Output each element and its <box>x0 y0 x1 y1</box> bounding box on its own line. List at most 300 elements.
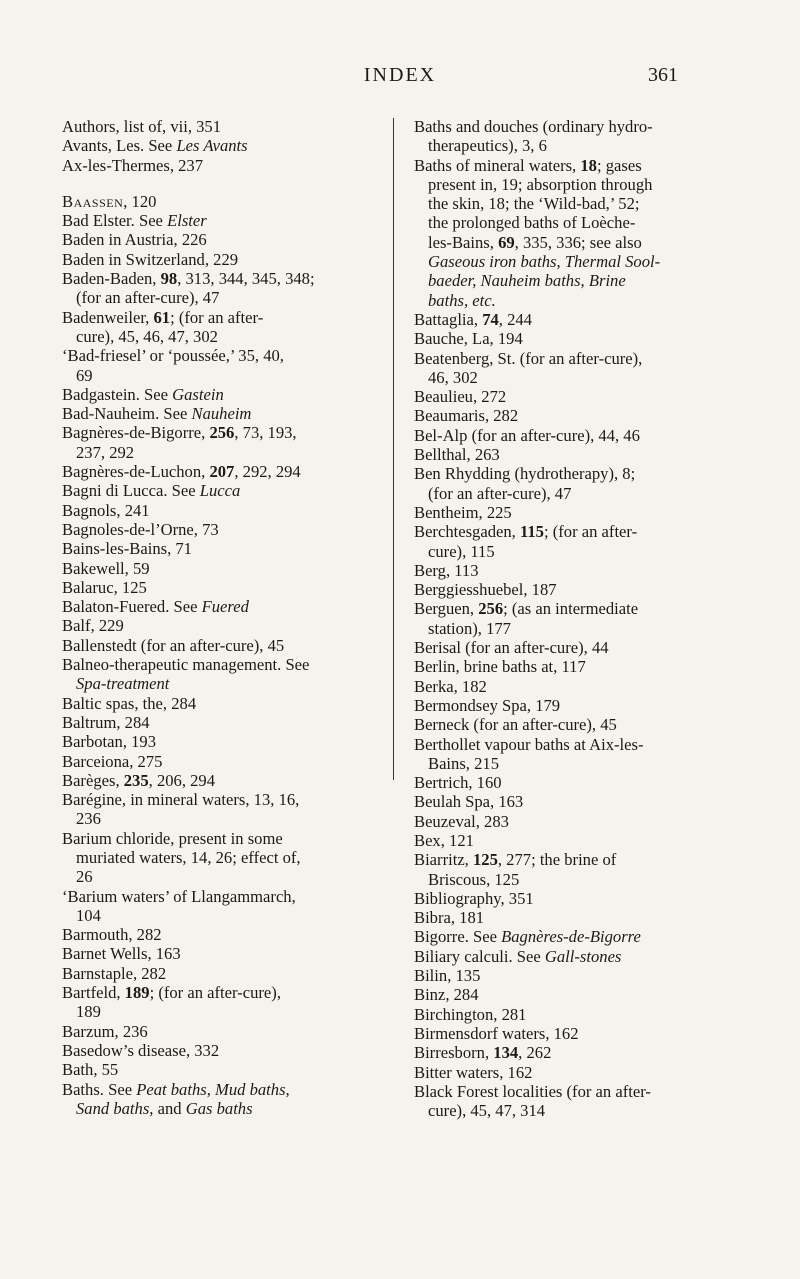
index-entry-beaulieu <box>414 387 728 406</box>
entry-continuation-line <box>414 368 728 387</box>
entry-heading-line <box>62 385 378 404</box>
index-entry-balf <box>62 616 378 635</box>
entry-heading-line <box>414 735 728 754</box>
entry-heading-line <box>414 831 728 850</box>
index-entry-bagneres-de-bigorre <box>62 423 378 462</box>
index-entry-barbotan <box>62 732 378 751</box>
principal-page-ref: 256 <box>209 423 235 443</box>
principal-page-ref: 18 <box>580 155 597 175</box>
entry-heading-line <box>62 713 378 732</box>
entry-text: Biarritz, <box>414 850 473 870</box>
entry-continuation-line <box>414 252 728 271</box>
entry-text: Barnet Wells, 163 <box>62 944 181 964</box>
principal-page-ref: 134 <box>493 1043 519 1063</box>
cross-reference: Sand baths, <box>76 1098 154 1118</box>
entry-heading-line <box>62 462 378 481</box>
entry-heading-line <box>62 192 378 211</box>
entry-heading-line <box>62 944 378 963</box>
entry-heading-line <box>62 539 378 558</box>
entry-continuation-line <box>414 175 728 194</box>
entry-heading-line <box>414 464 728 483</box>
index-entry-berg <box>414 561 728 580</box>
entry-text: , 292, 294 <box>234 462 301 482</box>
entry-continuation-line <box>62 366 378 385</box>
index-entry-ben-rhydding <box>414 464 728 503</box>
entry-heading-line <box>414 638 728 657</box>
index-entry-barzum <box>62 1022 378 1041</box>
entry-heading-line <box>414 445 728 464</box>
entry-heading-line <box>414 426 728 445</box>
index-entry-balaton-fuered <box>62 597 378 616</box>
entry-heading-line <box>62 1060 378 1079</box>
entry-heading-line <box>62 732 378 751</box>
entry-continuation-line <box>414 1101 728 1120</box>
index-entry-berka <box>414 677 728 696</box>
entry-heading-line <box>414 599 728 618</box>
entry-text: , 73, 193, <box>234 423 297 443</box>
entry-text: ; (for an after- <box>543 522 638 542</box>
entry-text: Baltrum, 284 <box>62 712 150 732</box>
index-entry-balneo-therapeutic <box>62 655 378 694</box>
entry-heading-line <box>62 597 378 616</box>
index-entry-barnstaple <box>62 964 378 983</box>
entry-heading-line <box>62 559 378 578</box>
index-entry-bains-les-bains <box>62 539 378 558</box>
entry-heading-line <box>62 481 378 500</box>
index-entry-berggiesshuebel <box>414 580 728 599</box>
index-entry-bigorre <box>414 927 728 946</box>
entry-heading-line <box>62 636 378 655</box>
column-divider <box>393 118 394 780</box>
cross-reference: Lucca <box>199 481 241 501</box>
index-entry-baden-baden <box>62 269 378 308</box>
entry-text: Beatenberg, St. (for an after-cure), <box>414 348 643 368</box>
entry-continuation-line <box>414 619 728 638</box>
entry-text: Baltic spas, the, 284 <box>62 693 197 713</box>
entry-heading-line <box>414 812 728 831</box>
entry-text: the skin, 18; the ‘Wild-bad,’ 52; <box>428 194 640 214</box>
entry-continuation-line <box>414 754 728 773</box>
index-entry-berisal <box>414 638 728 657</box>
entry-text: Berneck (for an after-cure), 45 <box>414 715 617 735</box>
entry-heading-line <box>62 1041 378 1060</box>
entry-text: Bitter waters, 162 <box>414 1062 533 1082</box>
index-entry-bad-nauheim <box>62 404 378 423</box>
running-head <box>0 64 800 94</box>
entry-text: Bauche, La, 194 <box>414 329 523 349</box>
index-entry-bad-elster <box>62 211 378 230</box>
entry-heading-line <box>414 580 728 599</box>
entry-text: Authors, list of, vii, 351 <box>62 117 222 136</box>
cross-reference: Gaseous iron baths, Thermal Sool- <box>428 252 661 272</box>
entry-text: Berisal (for an after-cure), 44 <box>414 638 609 658</box>
entry-continuation-line <box>414 213 728 232</box>
entry-text: Badenweiler, <box>62 307 154 327</box>
entry-text: Bath, 55 <box>62 1060 119 1080</box>
entry-heading-line <box>62 790 378 809</box>
entry-continuation-line <box>414 233 728 252</box>
entry-heading-line <box>414 773 728 792</box>
index-entry-bel-alp <box>414 426 728 445</box>
entry-text: Barèges, <box>62 770 124 790</box>
entry-text: Baden-Baden, <box>62 269 161 289</box>
entry-continuation-line <box>414 136 728 155</box>
entry-text: Ax-les-Thermes, 237 <box>62 155 204 175</box>
index-entry-beuzeval <box>414 812 728 831</box>
cross-reference: Spa-treatment <box>76 674 170 694</box>
entry-heading-line <box>414 927 728 946</box>
entry-text: Balaruc, 125 <box>62 577 147 597</box>
index-entry-bauche <box>414 329 728 348</box>
entry-text: Bermondsey Spa, 179 <box>414 695 561 715</box>
index-entry-barium-waters <box>62 887 378 926</box>
index-entry-barcelona <box>62 752 378 771</box>
index-entry-basedows-disease <box>62 1041 378 1060</box>
index-entry-beatenberg <box>414 349 728 388</box>
entry-text: , 313, 344, 345, 348; <box>177 269 315 289</box>
index-entry-bermondsey-spa <box>414 696 728 715</box>
entry-text: ; (for an after- <box>170 307 264 327</box>
entry-heading-line <box>62 136 378 155</box>
entry-text: Bagnères-de-Luchon, <box>62 462 210 482</box>
cross-reference: Gastein <box>172 384 224 404</box>
index-entry-beaumaris <box>414 406 728 425</box>
entry-text: ; (as an intermediate <box>503 599 639 619</box>
page-title: INDEX <box>363 64 437 86</box>
entry-text: , 206, 294 <box>148 770 216 790</box>
index-entry-battaglia <box>414 310 728 329</box>
entry-continuation-line <box>62 327 378 346</box>
entry-heading-line <box>62 771 378 790</box>
entry-text: Ben Rhydding (hydrotherapy), 8; <box>414 464 636 484</box>
entry-text: 69 <box>76 365 93 385</box>
cross-reference: Fuered <box>201 597 249 617</box>
entry-heading-line <box>414 117 728 136</box>
entry-text: present in, 19; absorption through <box>428 174 653 194</box>
index-entry-balaruc <box>62 578 378 597</box>
principal-page-ref: 189 <box>124 983 150 1003</box>
entry-continuation-line <box>414 870 728 889</box>
entry-continuation-line <box>62 288 378 307</box>
entry-text: and <box>153 1098 186 1118</box>
entry-heading-line <box>62 269 378 288</box>
index-entry-badenweiler <box>62 308 378 347</box>
entry-text: ‘Bad-friesel’ or ‘poussée,’ 35, 40, <box>62 346 284 366</box>
entry-text: Baths and douches (ordinary hydro- <box>414 117 653 136</box>
entry-text: Beaumaris, 282 <box>414 406 519 426</box>
entry-text: Berchtesgaden, <box>414 522 520 542</box>
entry-text: Binz, 284 <box>414 985 479 1005</box>
entry-heading-line <box>62 925 378 944</box>
entry-text: Berg, 113 <box>414 560 479 580</box>
entry-heading-line <box>414 792 728 811</box>
entry-heading-line <box>62 250 378 269</box>
index-entry-bertrich <box>414 773 728 792</box>
index-entry-bilin <box>414 966 728 985</box>
entry-text: (for an after-cure), 47 <box>428 483 572 503</box>
entry-heading-line <box>62 964 378 983</box>
index-entry-birmensdorf <box>414 1024 728 1043</box>
entry-heading-line <box>62 655 378 674</box>
index-entry-baths-and-douches <box>414 117 728 156</box>
entry-text: 104 <box>76 905 101 925</box>
entry-text: Basedow’s disease, 332 <box>62 1040 220 1060</box>
entry-text: Bakewell, 59 <box>62 558 150 578</box>
index-entry-baregine <box>62 790 378 829</box>
index-entry-baassen <box>62 192 378 211</box>
entry-text: Bagni di Lucca. See <box>62 481 200 501</box>
entry-text: Beaulieu, 272 <box>414 387 507 407</box>
entry-text: Birmensdorf waters, 162 <box>414 1023 579 1043</box>
cross-reference: Gall-stones <box>544 946 622 966</box>
index-entry-berguen <box>414 599 728 638</box>
index-column-right <box>414 117 728 1120</box>
entry-heading-line <box>62 501 378 520</box>
index-entry-bitter-waters <box>414 1063 728 1082</box>
entry-text: , 262 <box>518 1043 552 1063</box>
entry-text: Beulah Spa, 163 <box>414 792 524 812</box>
entry-text: muriated waters, 14, 26; effect of, <box>76 847 301 867</box>
index-entry-baths-of-mineral-waters <box>414 156 728 310</box>
entry-heading-line <box>414 522 728 541</box>
entry-heading-line <box>414 310 728 329</box>
index-entry-bad-friesel <box>62 346 378 385</box>
entry-heading-line <box>414 561 728 580</box>
index-entry-avants <box>62 136 378 155</box>
entry-text: (for an after-cure), 47 <box>76 288 220 308</box>
entry-text: Barzum, 236 <box>62 1021 148 1041</box>
index-entry-birresborn <box>414 1043 728 1062</box>
entry-text: Barnstaple, 282 <box>62 963 167 983</box>
entry-continuation-line <box>414 271 728 290</box>
entry-heading-line <box>414 1063 728 1082</box>
cross-reference: baths, etc. <box>428 290 496 310</box>
entry-text: therapeutics), 3, 6 <box>428 136 547 156</box>
entry-continuation-line <box>414 194 728 213</box>
entry-heading-line <box>62 423 378 442</box>
index-entry-bakewell <box>62 559 378 578</box>
entry-text: Barmouth, 282 <box>62 925 162 945</box>
principal-page-ref: 125 <box>472 850 498 870</box>
entry-text: 236 <box>76 809 101 829</box>
entry-heading-line <box>62 1022 378 1041</box>
entry-text: Ballenstedt (for an after-cure), 45 <box>62 635 285 655</box>
index-entry-bagneres-de-luchon <box>62 462 378 481</box>
entry-text: Avants, Les. See <box>62 136 177 156</box>
entry-text: Balf, 229 <box>62 616 124 636</box>
entry-heading-line <box>414 1082 728 1101</box>
entry-text: Barceiona, 275 <box>62 751 163 771</box>
entry-text: 189 <box>76 1002 101 1022</box>
index-entry-barnet-wells <box>62 944 378 963</box>
entry-heading-line <box>62 404 378 423</box>
entry-continuation-line <box>62 848 378 867</box>
index-entry-bibra <box>414 908 728 927</box>
index-entry-binz <box>414 985 728 1004</box>
index-entry-bex <box>414 831 728 850</box>
index-entry-bareges <box>62 771 378 790</box>
entry-text: 26 <box>76 867 93 887</box>
cross-reference: Peat baths, Mud baths, <box>136 1079 290 1099</box>
index-entry-bath <box>62 1060 378 1079</box>
index-entry-ax-les-thermes <box>62 156 378 175</box>
entry-text: Berguen, <box>414 599 479 619</box>
entry-heading-line <box>62 520 378 539</box>
entry-heading-line <box>414 908 728 927</box>
entry-heading-line <box>414 329 728 348</box>
entry-text: Bertrich, 160 <box>414 773 502 793</box>
entry-heading-line <box>62 887 378 906</box>
entry-text: station), 177 <box>428 618 511 638</box>
entry-text: Bagnols, 241 <box>62 500 150 520</box>
principal-page-ref: 235 <box>123 770 149 790</box>
entry-text: ; (for an after-cure), <box>149 983 281 1003</box>
entry-continuation-line <box>62 443 378 462</box>
entry-continuation-line <box>62 1099 378 1118</box>
index-entry-bagnols <box>62 501 378 520</box>
cross-reference: baeder, Nauheim baths, Brine <box>428 271 626 291</box>
entry-heading-line <box>414 1005 728 1024</box>
index-entry-beulah-spa <box>414 792 728 811</box>
entry-text: ‘Barium waters’ of Llangammarch, <box>62 886 296 906</box>
entry-text: 237, 292 <box>76 442 135 462</box>
entry-text: , 120 <box>123 191 157 211</box>
entry-text: Balneo-therapeutic management. See <box>62 655 310 675</box>
entry-heading-line <box>62 230 378 249</box>
entry-heading-line <box>62 983 378 1002</box>
index-entry-baltic-spas <box>62 694 378 713</box>
entry-text: Bains, 215 <box>428 753 499 773</box>
cross-reference: Bagnères-de-Bigorre <box>501 927 641 947</box>
entry-heading-line <box>414 947 728 966</box>
entry-text: Bel-Alp (for an after-cure), 44, 46 <box>414 425 640 445</box>
entry-continuation-line <box>62 1002 378 1021</box>
letter-group-gap <box>62 175 378 192</box>
entry-text: Bains-les-Bains, 71 <box>62 539 192 559</box>
cross-reference: Elster <box>167 211 207 231</box>
entry-heading-line <box>62 211 378 230</box>
entry-text: Berka, 182 <box>414 676 487 696</box>
entry-heading-line <box>414 715 728 734</box>
principal-page-ref: 69 <box>498 232 515 252</box>
index-entry-birchington <box>414 1005 728 1024</box>
entry-text: Bartfeld, <box>62 983 125 1003</box>
principal-page-ref: 98 <box>160 269 178 289</box>
entry-text: Baden in Switzerland, 229 <box>62 249 239 269</box>
entry-text: Birresborn, <box>414 1043 494 1063</box>
entry-continuation-line <box>414 542 728 561</box>
entry-text: the prolonged baths of Loèche- <box>428 213 636 233</box>
index-entry-baths <box>62 1080 378 1119</box>
index-entry-biarritz <box>414 850 728 889</box>
entry-heading-line <box>414 156 728 175</box>
index-entry-barmouth <box>62 925 378 944</box>
entry-heading-line <box>414 985 728 1004</box>
entry-text: Bibliography, 351 <box>414 888 534 908</box>
index-entry-baden-austria <box>62 230 378 249</box>
entry-text: Barégine, in mineral waters, 13, 16, <box>62 790 300 810</box>
entry-text: Balaton-Fuered. See <box>62 597 202 617</box>
entry-heading-line <box>414 966 728 985</box>
index-entry-bibliography <box>414 889 728 908</box>
entry-heading-line <box>62 308 378 327</box>
index-column-left <box>62 117 378 1118</box>
entry-text: 46, 302 <box>428 367 478 387</box>
entry-text: Biliary calculi. See <box>414 946 545 966</box>
principal-page-ref: 207 <box>209 462 235 482</box>
entry-text: Bellthal, 263 <box>414 445 500 465</box>
index-entry-bellthal <box>414 445 728 464</box>
entry-heading-line <box>414 657 728 676</box>
index-entry-berlin <box>414 657 728 676</box>
entry-heading-line <box>414 850 728 869</box>
index-entry-berchtesgaden <box>414 522 728 561</box>
entry-heading-line <box>62 346 378 365</box>
entry-text: Briscous, 125 <box>428 869 520 889</box>
index-entry-bentheim <box>414 503 728 522</box>
entry-text: cure), 45, 47, 314 <box>428 1101 546 1121</box>
entry-text: , 244 <box>498 309 532 329</box>
entry-heading-line <box>414 889 728 908</box>
principal-page-ref: 115 <box>519 522 544 542</box>
index-entry-baden-switzerland <box>62 250 378 269</box>
principal-page-ref: 61 <box>153 307 171 327</box>
index-entry-berthollet <box>414 735 728 774</box>
index-entry-ballenstedt <box>62 636 378 655</box>
entry-text: Bagnères-de-Bigorre, <box>62 423 210 443</box>
entry-heading-line <box>62 1080 378 1099</box>
principal-page-ref: 74 <box>482 309 499 329</box>
entry-text: Barbotan, 193 <box>62 732 157 752</box>
entry-text: Beuzeval, 283 <box>414 811 509 831</box>
entry-heading-line <box>62 578 378 597</box>
entry-text: Barium chloride, present in some <box>62 828 283 848</box>
entry-text: Bentheim, 225 <box>414 502 512 522</box>
entry-heading-line <box>62 752 378 771</box>
entry-continuation-line <box>414 291 728 310</box>
entry-text: Bagnoles-de-l’Orne, 73 <box>62 519 219 539</box>
entry-text: , 277; the brine of <box>497 850 617 870</box>
page-number: 361 <box>648 64 678 86</box>
entry-text: cure), 115 <box>428 541 495 561</box>
entry-text: Berlin, brine baths at, 117 <box>414 657 586 677</box>
entry-text: Berggiesshuebel, 187 <box>414 580 557 600</box>
index-entry-berneck <box>414 715 728 734</box>
entry-heading-line <box>414 387 728 406</box>
entry-continuation-line <box>414 484 728 503</box>
entry-continuation-line <box>62 809 378 828</box>
cross-reference: Les Avants <box>176 136 248 156</box>
entry-text: Battaglia, <box>414 309 483 329</box>
entry-heading-line <box>414 503 728 522</box>
entry-continuation-line <box>62 867 378 886</box>
entry-text: Bilin, 135 <box>414 966 481 986</box>
entry-heading-line <box>414 1024 728 1043</box>
index-entry-barium-chloride <box>62 829 378 887</box>
entry-heading-line <box>414 696 728 715</box>
entry-text: Black Forest localities (for an after- <box>414 1081 651 1101</box>
entry-heading-line <box>414 1043 728 1062</box>
entry-text: Bad Elster. See <box>62 211 168 231</box>
entry-text: Baths of mineral waters, <box>414 155 581 175</box>
entry-text: Baassen <box>62 191 124 211</box>
entry-text: les-Bains, <box>428 232 499 252</box>
entry-text: Bex, 121 <box>414 830 474 850</box>
entry-heading-line <box>414 406 728 425</box>
entry-heading-line <box>414 677 728 696</box>
entry-heading-line <box>62 694 378 713</box>
entry-text: Bibra, 181 <box>414 908 485 928</box>
